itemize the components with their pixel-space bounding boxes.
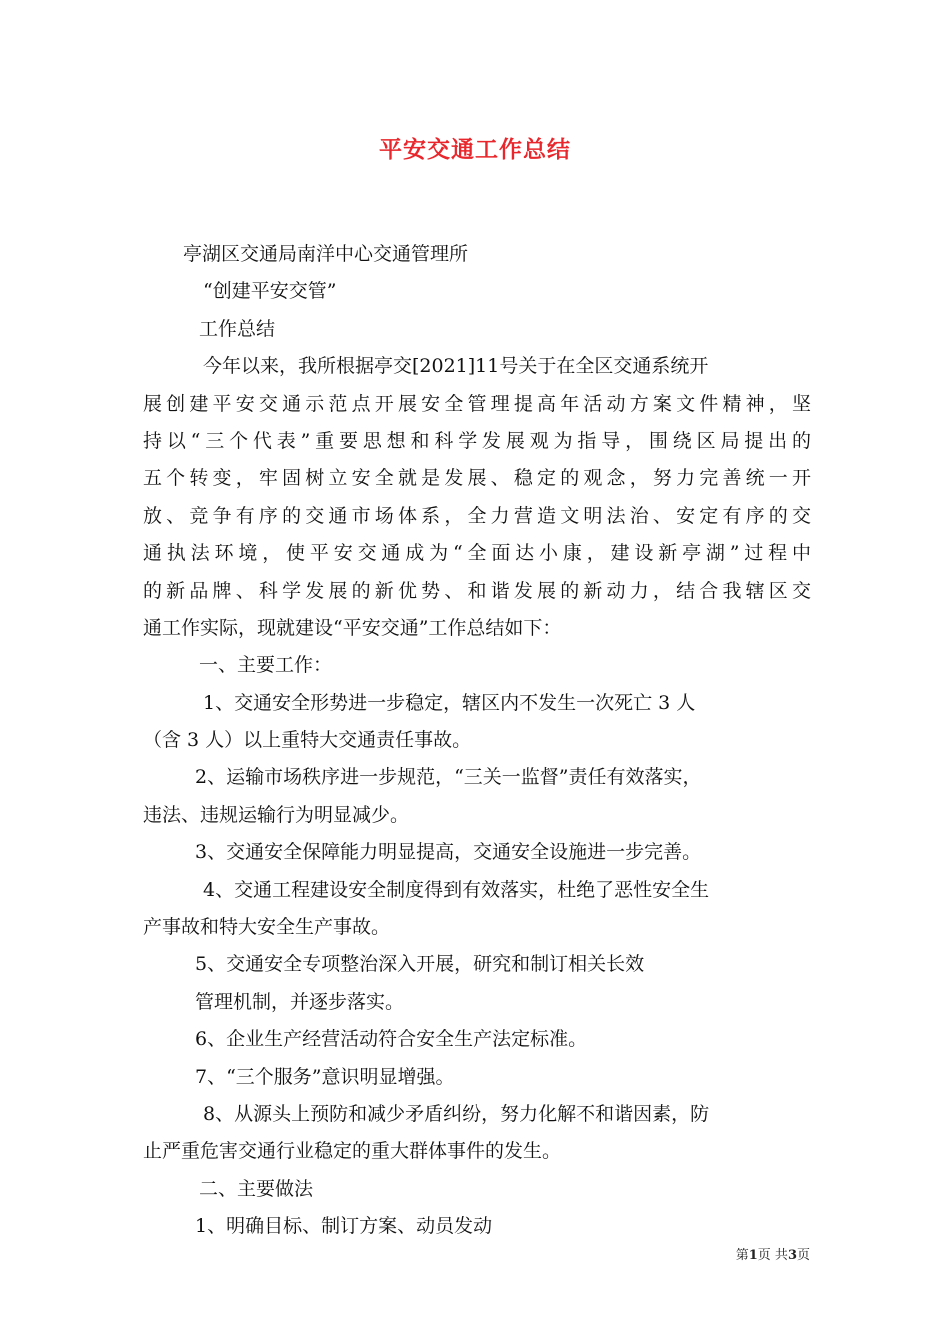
- paragraph-line: 五个转变，牢固树立安全就是发展、稳定的观念，努力完善统一开: [143, 467, 811, 490]
- current-page-number: 1: [748, 1248, 758, 1263]
- document-title: 平安交通工作总结: [379, 136, 571, 163]
- paragraph-line: 通执法环境，使平安交通成为“全面达小康，建设新亭湖”过程中: [143, 542, 811, 565]
- footer-middle: 页 共: [757, 1248, 788, 1263]
- paragraph-line: 2、运输市场秩序进一步规范，“三关一监督”责任有效落实，: [195, 766, 702, 789]
- paragraph-line: 产事故和特大安全生产事故。: [143, 916, 391, 939]
- paragraph-line: 3、交通安全保障能力明显提高，交通安全设施进一步完善。: [195, 841, 702, 864]
- paragraph-line: 持以“三个代表”重要思想和科学发展观为指导，围绕区局提出的: [143, 429, 811, 452]
- document-body: [143, 236, 811, 1246]
- paragraph-line: 4、交通工程建设安全制度得到有效落实，杜绝了恶性安全生: [203, 878, 710, 901]
- paragraph-line: 1、交通安全形势进一步稳定，辖区内不发生一次死亡 3 人: [203, 691, 696, 714]
- paragraph-line: 工作总结: [199, 317, 276, 340]
- paragraph-line: 5、交通安全专项整治深入开展，研究和制订相关长效: [195, 953, 645, 976]
- total-page-count: 3: [787, 1248, 797, 1263]
- paragraph-line: 通工作实际，现就建设“平安交通”工作总结如下：: [143, 616, 562, 639]
- paragraph-line: （含 3 人）以上重特大交通责任事故。: [143, 729, 472, 752]
- paragraph-line: 的新品牌、科学发展的新优势、和谐发展的新动力，结合我辖区交: [143, 579, 811, 602]
- paragraph-line: 6、企业生产经营活动符合安全生产法定标准。: [195, 1028, 588, 1051]
- section-heading: 一、主要工作：: [199, 654, 333, 677]
- paragraph-line: 展创建平安交通示范点开展安全管理提高年活动方案文件精神，坚: [143, 392, 811, 415]
- paragraph-line: “创建平安交管”: [203, 280, 337, 303]
- paragraph-line: 1、明确目标、制订方案、动员发动: [195, 1215, 493, 1238]
- section-heading: 二、主要做法: [199, 1177, 314, 1200]
- paragraph-line: 7、“三个服务”意识明显增强。: [195, 1065, 455, 1088]
- paragraph-line: 违法、违规运输行为明显减少。: [143, 803, 410, 826]
- paragraph-line: 今年以来，我所根据亭交[2021]11号关于在全区交通系统开: [203, 355, 709, 378]
- footer-suffix: 页: [796, 1248, 810, 1263]
- paragraph-line: 止严重危害交通行业稳定的重大群体事件的发生。: [143, 1140, 562, 1163]
- footer-prefix: 第: [735, 1248, 749, 1263]
- paragraph-line: 管理机制，并逐步落实。: [195, 990, 405, 1013]
- paragraph-line: 放、竞争有序的交通市场体系，全力营造文明法治、安定有序的交: [143, 504, 811, 527]
- paragraph-line: 亭湖区交通局南洋中心交通管理所: [183, 243, 469, 265]
- page-number-footer: [736, 1247, 810, 1265]
- paragraph-line: 8、从源头上预防和减少矛盾纠纷，努力化解不和谐因素，防: [203, 1102, 710, 1125]
